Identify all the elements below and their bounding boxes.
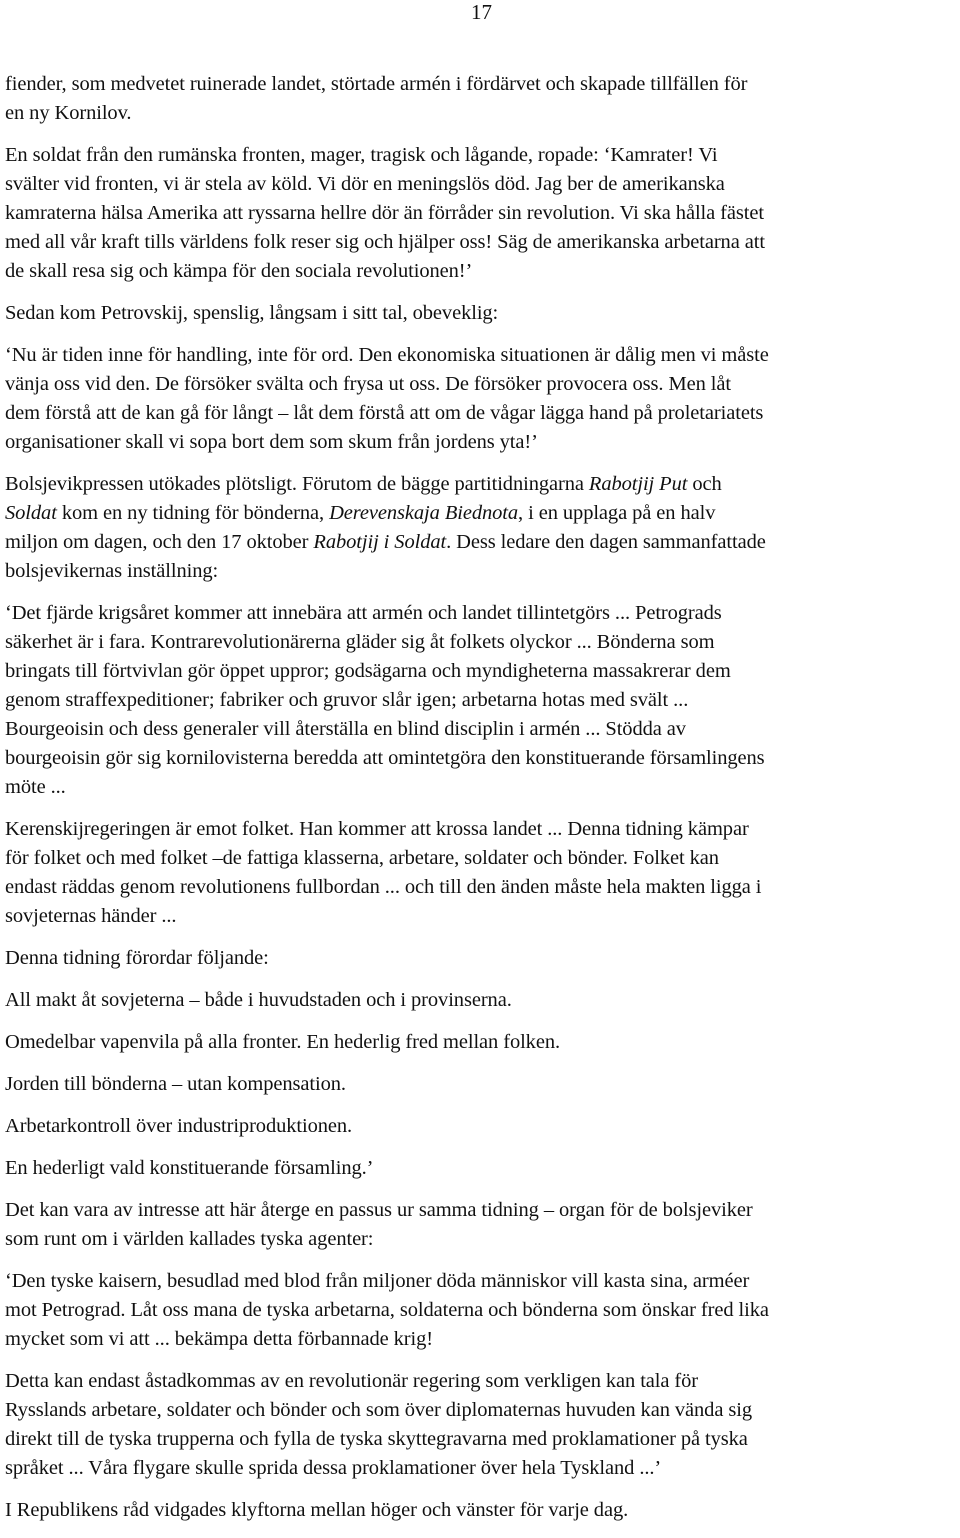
- list-item: [5, 1112, 960, 1141]
- text-line: direkt till de tyska trupperna och fylla de tyska skyttegravarna med proklamationer på tyska: [5, 1428, 748, 1450]
- paragraph: [5, 299, 960, 328]
- text-line: Jorden till bönderna – utan kompensation.: [5, 1073, 346, 1095]
- text-line: med all vår kraft tills världens folk reser sig och hjälper oss! Säg de amerikanska arbetarna att: [5, 231, 765, 253]
- text-line: språket ... Våra flygare skulle sprida dessa proklamationer över hela Tyskland ...’: [5, 1457, 662, 1479]
- text-line: Denna tidning förordar följande:: [5, 947, 269, 969]
- text-line: En hederligt vald konstituerande församling.’: [5, 1157, 374, 1179]
- text-line: fiender, som medvetet ruinerade landet, störtade armén i fördärvet och skapade tillfällen för: [5, 73, 748, 95]
- newspaper-title: Rabotjij Put: [588, 473, 688, 495]
- text-line: Rysslands arbetare, soldater och bönder och som över diplomaternas huvuden kan vända sig: [5, 1399, 752, 1421]
- text-line: säkerhet är i fara. Kontrarevolutionärerna gläder sig åt folkets olyckor ... Bönderna som: [5, 631, 715, 653]
- text-line: I Republikens råd vidgades klyftorna mellan höger och vänster för varje dag.: [5, 1499, 629, 1521]
- paragraph: [5, 944, 960, 973]
- text-run: . Dess ledare den dagen sammanfattade: [446, 531, 766, 553]
- text-line: All makt åt sovjeterna – både i huvudstaden och i provinserna.: [5, 989, 512, 1011]
- list-item: [5, 1154, 960, 1183]
- text-line: svälter vid fronten, vi är stela av köld. Vi dör en meningslös död. Jag ber de amerikanska: [5, 173, 725, 195]
- document-body: [5, 70, 960, 1538]
- text-line: bringats till förtvivlan gör öppet uppror; godsägarna och myndigheterna massakrerar dem: [5, 660, 731, 682]
- paragraph: [5, 341, 960, 457]
- text-line: Sedan kom Petrovskij, spenslig, långsam i sitt tal, obeveklig:: [5, 302, 499, 324]
- newspaper-title: Derevenskaja Biednota: [329, 502, 519, 524]
- text-line: dem förstå att de kan gå för långt – låt dem förstå att om de vågar lägga hand på proletariatets: [5, 402, 764, 424]
- paragraph: [5, 1267, 960, 1354]
- text-line: mycket som vi att ... bekämpa detta förbannade krig!: [5, 1328, 434, 1350]
- text-line: En soldat från den rumänska fronten, mager, tragisk och lågande, ropade: ‘Kamrater! Vi: [5, 144, 718, 166]
- text-line: Kerenskijregeringen är emot folket. Han kommer att krossa landet ... Denna tidning kämpar: [5, 818, 749, 840]
- paragraph: [5, 141, 960, 286]
- text-line: endast räddas genom revolutionens fullbordan ... och till den änden måste hela makten ligga i: [5, 876, 762, 898]
- text-line: Arbetarkontroll över industriproduktionen.: [5, 1115, 353, 1137]
- text-line: en ny Kornilov.: [5, 102, 132, 124]
- list-item: [5, 1028, 960, 1057]
- text-line: ‘Nu är tiden inne för handling, inte för ord. Den ekonomiska situationen är dålig men vi måste: [5, 344, 769, 366]
- page-number: 17: [471, 0, 492, 24]
- paragraph: [5, 599, 960, 802]
- text-line: [5, 499, 960, 528]
- text-line: [5, 528, 960, 557]
- text-line: kamraterna hälsa Amerika att ryssarna hellre dör än förråder sin revolution. Vi ska hålla fästet: [5, 202, 764, 224]
- text-line: [5, 470, 960, 499]
- paragraph: [5, 815, 960, 931]
- text-run: Bolsjevikpressen utökades plötsligt. Förutom de bägge partitidningarna: [5, 473, 589, 495]
- text-line: Omedelbar vapenvila på alla fronter. En hederlig fred mellan folken.: [5, 1031, 561, 1053]
- text-run: kom en ny tidning för bönderna,: [56, 502, 330, 524]
- text-line: mot Petrograd. Låt oss mana de tyska arbetarna, soldaterna och bönderna som önskar fred lika: [5, 1299, 769, 1321]
- text-line: ‘Det fjärde krigsåret kommer att innebära att armén och landet tillintetgörs ... Petrograds: [5, 602, 722, 624]
- paragraph: [5, 1196, 960, 1254]
- paragraph: [5, 70, 960, 128]
- text-line: ‘Den tyske kaisern, besudlad med blod från miljoner döda människor vill kasta sina, arméer: [5, 1270, 750, 1292]
- text-line: för folket och med folket –de fattiga klasserna, arbetare, soldater och bönder. Folket kan: [5, 847, 719, 869]
- text-line: sovjeternas händer ...: [5, 905, 177, 927]
- text-line: Detta kan endast åstadkommas av en revolutionär regering som verkligen kan tala för: [5, 1370, 699, 1392]
- paragraph: [5, 1367, 960, 1483]
- text-line: organisationer skall vi sopa bort dem som skum från jordens yta!’: [5, 431, 538, 453]
- text-line: Bourgeoisin och dess generaler vill återställa en blind disciplin i armén ... Stödda av: [5, 718, 686, 740]
- newspaper-title: Rabotjij i Soldat: [313, 531, 447, 553]
- text-line: som runt om i världen kallades tyska agenter:: [5, 1228, 374, 1250]
- text-line: de skall resa sig och kämpa för den sociala revolutionen!’: [5, 260, 473, 282]
- list-item: [5, 1070, 960, 1099]
- text-run: och: [687, 473, 722, 495]
- paragraph: [5, 1496, 960, 1525]
- list-item: [5, 986, 960, 1015]
- text-run: , i en upplaga på en halv: [518, 502, 716, 524]
- text-line: bourgeoisin gör sig kornilovisterna beredda att omintetgöra den konstituerande församlingens: [5, 747, 765, 769]
- text-line: genom straffexpeditioner; fabriker och gruvor slår igen; arbetarna hotas med svält ...: [5, 689, 689, 711]
- text-line: möte ...: [5, 776, 66, 798]
- text-line: bolsjevikernas inställning:: [5, 560, 219, 582]
- text-run: miljon om dagen, och den 17 oktober: [5, 531, 314, 553]
- text-line: vänja oss vid den. De försöker svälta och frysa ut oss. De försöker provocera oss. Men låt: [5, 373, 731, 395]
- paragraph: [5, 470, 960, 586]
- newspaper-title: Soldat: [5, 502, 57, 524]
- text-line: Det kan vara av intresse att här återge en passus ur samma tidning – organ för de bolsjeviker: [5, 1199, 753, 1221]
